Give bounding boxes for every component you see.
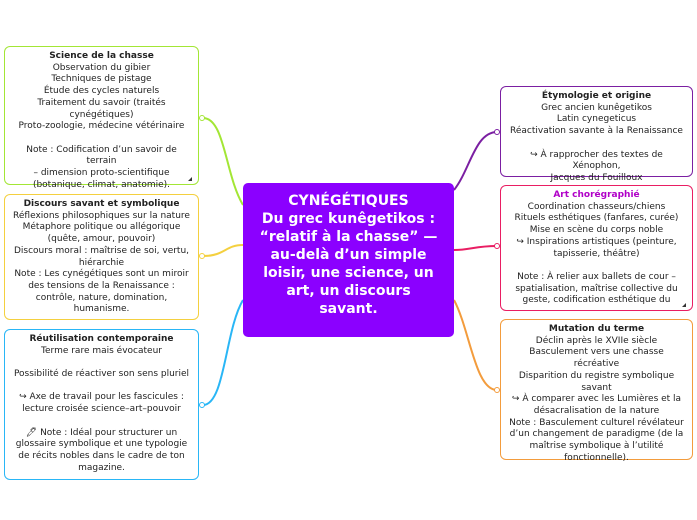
node-text-line: CYNÉGÉTIQUES — [288, 193, 409, 209]
node-text-line: humanisme. — [73, 304, 130, 315]
connector-art — [454, 246, 497, 250]
node-text-line: maîtrise symbolique à l’utilité — [529, 441, 664, 452]
node-title: Science de la chasse — [49, 51, 154, 61]
collapse-toggle-art[interactable] — [494, 243, 500, 249]
blank-line — [507, 260, 686, 272]
node-text-line: de récits nobles dans le cadre de ton — [18, 450, 185, 461]
collapse-toggle-mutation[interactable] — [494, 387, 500, 393]
node-text-line: Étude des cycles naturels — [43, 86, 160, 97]
node-mutation-du-terme[interactable] — [500, 319, 693, 463]
connector-etymologie — [454, 132, 497, 190]
node-text-line: Coordination chasseurs/chiens — [527, 201, 666, 212]
node-text-line: fonctionnelle). — [564, 452, 629, 463]
node-text-line: Note : Basculement culturel révélateur — [509, 417, 684, 428]
connector-discours — [203, 245, 243, 256]
node-title: Mutation du terme — [548, 324, 645, 334]
node-text-line: ↪ À rapprocher des textes de Xénophon, — [530, 149, 663, 172]
node-text-line: Réactivation savante à la Renaissance — [510, 126, 683, 137]
node-text-line: contrôle, nature, domination, — [35, 292, 168, 303]
node-text-line: Jacques du Fouilloux — [550, 172, 643, 183]
node-text-line: Note : Codification d’un savoir de terrain — [26, 144, 177, 167]
node-art-choregraphie[interactable] — [500, 185, 693, 311]
node-text-line: Observation du gibier — [52, 62, 151, 73]
node-text-line: Terme rare mais évocateur — [41, 345, 162, 356]
connector-mutation — [454, 300, 497, 390]
node-text-line: tapisserie, théâtre) — [553, 248, 640, 259]
node-text-line: spatialisation, maîtrise collective du — [515, 283, 678, 294]
node-text-line: Disparition du registre symbolique — [518, 370, 675, 381]
blank-line — [507, 138, 686, 150]
node-text-line: Réflexions philosophiques sur la nature — [13, 210, 190, 221]
node-title: Réutilisation contemporaine — [29, 334, 174, 344]
node-text-line: hiérarchie — [78, 257, 125, 268]
node-text-line: Métaphore politique ou allégorique — [22, 222, 181, 233]
blank-line — [11, 416, 192, 428]
node-text-line: (quête, amour, pouvoir) — [47, 234, 156, 245]
resize-handle-science[interactable] — [188, 177, 192, 181]
node-text-line: Basculement vers une chasse récréative — [529, 347, 664, 370]
node-text-line: d’un changement de paradigme (de la — [509, 429, 684, 440]
node-text-line: désacralisation de la nature — [533, 405, 660, 416]
node-text-line: Discours moral : maîtrise de soi, vertu, — [13, 245, 190, 256]
node-text-line: Grec ancien kunêgetikos — [541, 102, 652, 113]
node-text-line: geste, codification esthétique du — [522, 295, 671, 306]
node-text-line: Note : Les cynégétiques sont un miroir — [14, 269, 189, 280]
collapse-toggle-science[interactable] — [199, 115, 205, 121]
node-text-line: “relatif à la chasse” — — [259, 229, 438, 245]
node-text-line: art, un discours — [286, 283, 411, 299]
connector-science — [203, 118, 243, 205]
node-text-line: Latin cynegeticus — [556, 114, 637, 125]
node-text-line: Du grec kunêgetikos : — [261, 211, 436, 227]
node-title: Étymologie et origine — [541, 91, 652, 101]
node-text-line: magazine. — [78, 462, 125, 473]
node-text-line: Déclin après le XVIIe siècle — [535, 335, 658, 346]
node-text-line: ↪ Inspirations artistiques (peinture, — [516, 236, 677, 247]
node-science-de-la-chasse[interactable] — [4, 46, 199, 190]
central-topic[interactable] — [243, 183, 454, 337]
node-reutilisation-contemporaine[interactable] — [4, 329, 199, 480]
node-text-line: ↪ À comparer avec les Lumières et la — [511, 394, 682, 405]
blank-line — [11, 357, 192, 369]
connector-reutilisation — [203, 300, 243, 405]
node-text-line: (botanique, climat, anatomie). — [32, 179, 171, 190]
node-text-line: loisir, une science, un — [263, 265, 434, 281]
node-discours-savant[interactable] — [4, 194, 199, 320]
collapse-toggle-reutilisation[interactable] — [199, 402, 205, 408]
node-text-line: cynégétiques) — [69, 109, 134, 120]
node-text-line: Traitement du savoir (traités — [37, 97, 166, 108]
node-text-line: 🖊 Note : Idéal pour structurer un — [25, 427, 178, 438]
node-text-line: Rituels esthétiques (fanfares, curée) — [514, 213, 679, 224]
node-text-line: au-delà d’un simple — [270, 247, 427, 263]
node-title: Art chorégraphié — [553, 190, 640, 200]
node-text-line: Note : À relier aux ballets de cour – — [517, 271, 676, 282]
node-text-line: des tensions de la Renaissance : — [28, 280, 175, 291]
collapse-toggle-etymologie[interactable] — [494, 129, 500, 135]
node-text-line: Proto-zoologie, médecine vétérinaire — [18, 121, 185, 132]
node-text-line: savant — [581, 382, 612, 393]
resize-handle-art[interactable] — [682, 303, 686, 307]
node-text-line: glossaire symbolique et une typologie — [15, 439, 188, 450]
node-title: Discours savant et symbolique — [23, 199, 180, 209]
node-text-line: Possibilité de réactiver son sens pluriel — [13, 369, 190, 380]
node-text-line: Mise en scène du corps noble — [529, 225, 664, 236]
blank-line — [11, 381, 192, 393]
node-text-line: savant. — [319, 301, 378, 317]
node-text-line: ↪ Axe de travail pour les fascicules : — [19, 392, 184, 403]
blank-line — [11, 133, 192, 145]
node-text-line: Techniques de pistage — [51, 74, 152, 85]
collapse-toggle-discours[interactable] — [199, 253, 205, 259]
node-text-line: lecture croisée science–art–pouvoir — [22, 404, 181, 415]
node-text-line: – dimension proto-scientifique — [33, 168, 170, 179]
node-etymologie-et-origine[interactable] — [500, 86, 693, 183]
